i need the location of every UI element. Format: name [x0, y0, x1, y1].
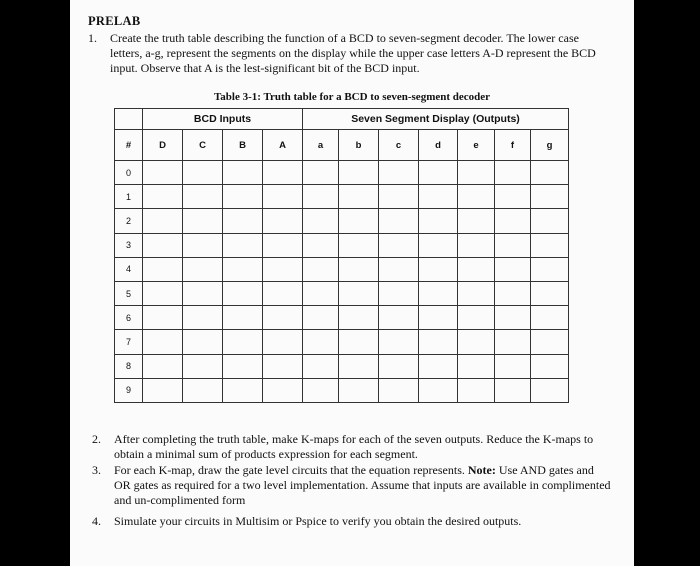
table-cell[interactable]	[458, 306, 495, 330]
table-cell[interactable]	[143, 161, 183, 185]
table-caption: Table 3-1: Truth table for a BCD to seven-segment decoder	[213, 91, 491, 103]
table-cell[interactable]	[303, 281, 339, 305]
table-row	[115, 354, 569, 378]
item-text-part: Use AND gates and OR gates as required for a two level implementation. Assume that inputs are available in complimented and un-complimented form	[114, 463, 611, 507]
table-cell[interactable]	[458, 209, 495, 233]
row-number: 7	[115, 330, 143, 354]
table-cell[interactable]	[339, 354, 379, 378]
row-number: 0	[115, 161, 143, 185]
table-cell[interactable]	[339, 209, 379, 233]
item-number: 4.	[92, 514, 101, 528]
table-cell[interactable]	[495, 354, 531, 378]
table-cell[interactable]	[339, 281, 379, 305]
table-cell[interactable]	[223, 330, 263, 354]
truth-table	[114, 108, 569, 403]
table-cell[interactable]	[263, 306, 303, 330]
table-cell[interactable]	[458, 233, 495, 257]
table-cell[interactable]	[495, 185, 531, 209]
table-cell[interactable]	[263, 281, 303, 305]
table-cell[interactable]	[143, 330, 183, 354]
table-row	[115, 233, 569, 257]
table-cell[interactable]	[183, 281, 223, 305]
table-cell[interactable]	[531, 185, 569, 209]
table-cell[interactable]	[495, 306, 531, 330]
table-row	[115, 378, 569, 402]
table-cell[interactable]	[458, 185, 495, 209]
table-row	[115, 281, 569, 305]
column-header-row	[115, 130, 569, 161]
table-cell[interactable]	[379, 233, 419, 257]
table-row	[115, 185, 569, 209]
table-cell[interactable]	[303, 306, 339, 330]
table-cell[interactable]	[303, 161, 339, 185]
column-header: c	[379, 130, 419, 161]
column-header: d	[419, 130, 458, 161]
table-cell[interactable]	[458, 257, 495, 281]
table-cell[interactable]	[303, 257, 339, 281]
table-cell[interactable]	[263, 161, 303, 185]
table-cell[interactable]	[223, 354, 263, 378]
table-cell[interactable]	[495, 281, 531, 305]
table-cell[interactable]	[263, 330, 303, 354]
table-cell[interactable]	[379, 257, 419, 281]
table-cell[interactable]	[458, 354, 495, 378]
table-cell[interactable]	[419, 161, 458, 185]
row-number: 2	[115, 209, 143, 233]
table-cell[interactable]	[143, 257, 183, 281]
table-row	[115, 306, 569, 330]
item-text: Create the truth table describing the function of a BCD to seven-segment decoder. The lower case letters, a-g, represent the segments on the display while the upper case letters A-D represent the BCD input. Observe that A is the lest-significant bit of the BCD input.	[110, 31, 596, 75]
table-cell[interactable]	[531, 233, 569, 257]
column-header: #	[115, 130, 143, 161]
table-cell[interactable]	[143, 233, 183, 257]
table-cell[interactable]	[183, 233, 223, 257]
table-cell[interactable]	[419, 354, 458, 378]
table-cell[interactable]	[183, 209, 223, 233]
table-cell[interactable]	[183, 378, 223, 402]
table-cell[interactable]	[339, 161, 379, 185]
table-cell[interactable]	[183, 161, 223, 185]
table-cell[interactable]	[419, 257, 458, 281]
note-label: Note:	[467, 463, 496, 477]
table-cell[interactable]	[263, 378, 303, 402]
truth-table-body	[115, 161, 569, 403]
table-row	[115, 209, 569, 233]
table-cell[interactable]	[223, 257, 263, 281]
table-cell[interactable]	[419, 306, 458, 330]
table-cell[interactable]	[458, 378, 495, 402]
table-cell[interactable]	[223, 185, 263, 209]
table-cell[interactable]	[339, 185, 379, 209]
table-cell[interactable]	[379, 281, 419, 305]
column-header: g	[531, 130, 569, 161]
row-number: 4	[115, 257, 143, 281]
item-text: After completing the truth table, make K-maps for each of the seven outputs. Reduce the K-maps to obtain a minimal sum of products expression for each segment.	[114, 432, 594, 461]
table-cell[interactable]	[495, 161, 531, 185]
table-cell[interactable]	[458, 330, 495, 354]
row-number: 8	[115, 354, 143, 378]
item-text: Simulate your circuits in Multisim or Pspice to verify you obtain the desired outputs.	[114, 514, 522, 528]
table-row	[115, 257, 569, 281]
column-header: e	[458, 130, 495, 161]
table-cell[interactable]	[303, 354, 339, 378]
document-page	[70, 0, 634, 566]
row-number: 6	[115, 306, 143, 330]
table-cell[interactable]	[495, 257, 531, 281]
column-header: A	[263, 130, 303, 161]
table-cell[interactable]	[339, 378, 379, 402]
table-cell[interactable]	[531, 209, 569, 233]
table-cell[interactable]	[263, 233, 303, 257]
table-cell[interactable]	[223, 306, 263, 330]
table-cell[interactable]	[379, 161, 419, 185]
table-cell[interactable]	[263, 209, 303, 233]
table-cell[interactable]	[495, 378, 531, 402]
table-cell[interactable]	[419, 378, 458, 402]
table-cell[interactable]	[419, 185, 458, 209]
table-cell[interactable]	[143, 306, 183, 330]
table-cell[interactable]	[531, 330, 569, 354]
table-cell[interactable]	[379, 306, 419, 330]
item-number: 3.	[92, 463, 101, 477]
table-cell[interactable]	[223, 161, 263, 185]
table-cell[interactable]	[143, 354, 183, 378]
table-cell[interactable]	[531, 257, 569, 281]
row-number: 3	[115, 233, 143, 257]
table-row	[115, 330, 569, 354]
table-cell[interactable]	[531, 161, 569, 185]
table-cell[interactable]	[143, 209, 183, 233]
table-cell[interactable]	[223, 378, 263, 402]
column-header: C	[183, 130, 223, 161]
table-cell[interactable]	[339, 233, 379, 257]
table-cell[interactable]	[419, 209, 458, 233]
table-cell[interactable]	[379, 185, 419, 209]
column-header: b	[339, 130, 379, 161]
table-cell[interactable]	[263, 354, 303, 378]
table-row	[115, 161, 569, 185]
table-cell[interactable]	[531, 354, 569, 378]
outputs-header: Seven Segment Display (Outputs)	[303, 109, 569, 130]
empty-header	[115, 109, 143, 130]
table-cell[interactable]	[183, 330, 223, 354]
table-cell[interactable]	[531, 306, 569, 330]
table-cell[interactable]	[379, 354, 419, 378]
bcd-inputs-header: BCD Inputs	[143, 109, 303, 130]
table-cell[interactable]	[379, 330, 419, 354]
item-text	[114, 463, 612, 508]
table-cell[interactable]	[458, 161, 495, 185]
table-cell[interactable]	[303, 330, 339, 354]
table-cell[interactable]	[263, 257, 303, 281]
table-cell[interactable]	[303, 185, 339, 209]
table-cell[interactable]	[339, 330, 379, 354]
table-cell[interactable]	[223, 233, 263, 257]
table-cell[interactable]	[531, 281, 569, 305]
table-cell[interactable]	[419, 233, 458, 257]
table-cell[interactable]	[263, 185, 303, 209]
table-cell[interactable]	[495, 209, 531, 233]
table-cell[interactable]	[419, 281, 458, 305]
table-cell[interactable]	[339, 257, 379, 281]
table-cell[interactable]	[143, 378, 183, 402]
table-cell[interactable]	[223, 209, 263, 233]
table-cell[interactable]	[143, 185, 183, 209]
table-cell[interactable]	[223, 281, 263, 305]
row-number: 5	[115, 281, 143, 305]
table-cell[interactable]	[143, 281, 183, 305]
table-cell[interactable]	[303, 378, 339, 402]
row-number: 1	[115, 185, 143, 209]
item-number: 1.	[88, 31, 97, 45]
item-number: 2.	[92, 432, 101, 446]
table-cell[interactable]	[303, 209, 339, 233]
column-header: f	[495, 130, 531, 161]
table-cell[interactable]	[419, 330, 458, 354]
row-number: 9	[115, 378, 143, 402]
table-cell[interactable]	[531, 378, 569, 402]
table-cell[interactable]	[183, 354, 223, 378]
item-text-part: For each K-map, draw the gate level circuits that the equation represents.	[114, 463, 468, 477]
table-cell[interactable]	[339, 306, 379, 330]
column-header: a	[303, 130, 339, 161]
table-cell[interactable]	[183, 185, 223, 209]
table-cell[interactable]	[495, 330, 531, 354]
table-cell[interactable]	[495, 233, 531, 257]
column-header: B	[223, 130, 263, 161]
prelab-heading: PRELAB	[88, 14, 141, 28]
table-cell[interactable]	[379, 209, 419, 233]
table-cell[interactable]	[458, 281, 495, 305]
table-cell[interactable]	[303, 233, 339, 257]
table-cell[interactable]	[183, 306, 223, 330]
column-header: D	[143, 130, 183, 161]
table-cell[interactable]	[379, 378, 419, 402]
table-cell[interactable]	[183, 257, 223, 281]
